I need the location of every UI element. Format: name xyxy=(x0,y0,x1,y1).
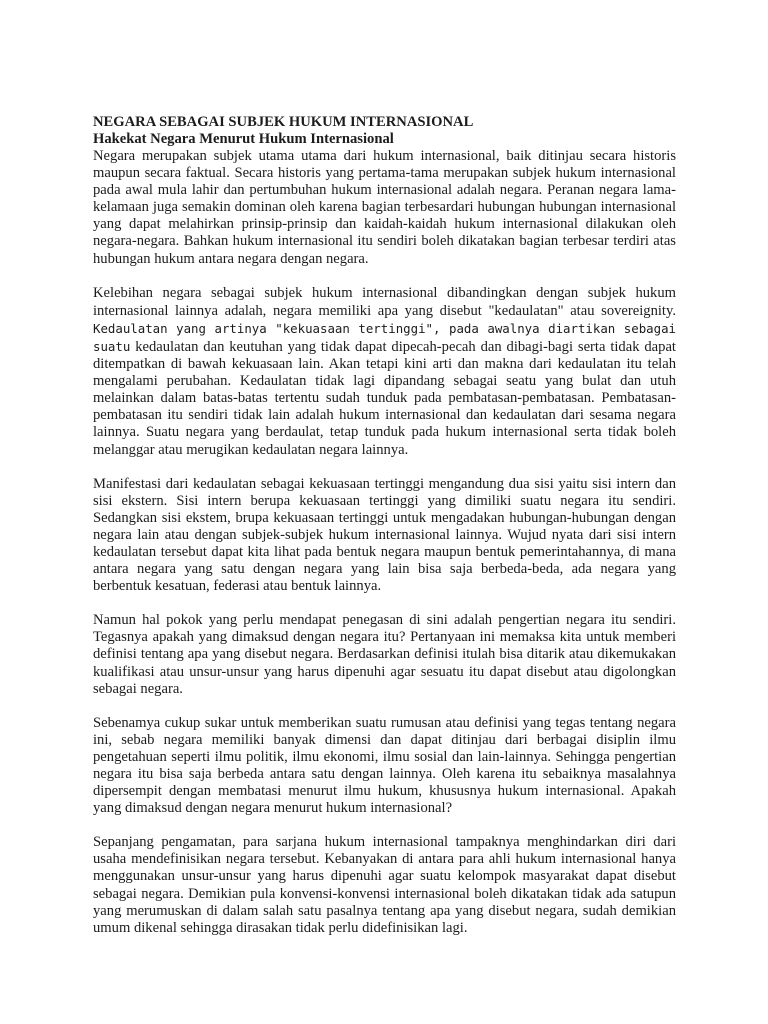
document-title: NEGARA SEBAGAI SUBJEK HUKUM INTERNASIONAL xyxy=(93,114,474,130)
paragraph-2-part2: Kedaulatan yang artinya "kekuasaan tertinggi", pada awalnya diartikan sebagai suatu xyxy=(93,320,676,354)
paragraph-1: Negara merupakan subjek utama utama dari hukum internasional, baik ditinjau secara historis maupun secara faktual. Secara historis yang pertama-tama merupakan subjek hukum internasional pada awal mula lahir dan pertumbuhan hukum internasional adalah negara. Peranan negara lama-kelamaan juga semakin dominan oleh karena bagian terbesardari hubungan hubungan internasional yang dapat melahirkan prinsip-prinsip dan kaidah-kaidah hukum internasional dilakukan oleh negara-negara. Bahkan hukum internasional itu sendiri boleh dikatakan bagian terbesar terdiri atas hubungan hukum antara negara dengan negara. xyxy=(93,148,676,267)
paragraph-4: Namun hal pokok yang perlu mendapat penegasan di sini adalah pengertian negara itu sendiri. Tegasnya apakah yang dimaksud dengan negara itu? Pertanyaan ini memaksa kita untuk memberi definisi tentang apa yang disebut negara. Berdasarkan definisi itulah bisa ditarik atau dikemukakan kualifikasi atau unsur-unsur yang harus dipenuhi agar sesuatu itu dapat disebut atau digolongkan sebagai negara. xyxy=(93,612,676,697)
paragraph-5: Sebenamya cukup sukar untuk memberikan suatu rumusan atau definisi yang tegas tentang negara ini, sebab negara memiliki banyak dimensi dan dapat ditinjau dari berbagai disiplin ilmu pengetahuan seperti ilmu politik, ilmu ekonomi, ilmu sosial dan lain-lainnya. Sehingga pengertian negara itu bisa saja berbeda antara satu dengan lainnya. Oleh karena itu sebaiknya masalahnya dipersempit dengan membatasi menurut ilmu hukum, khususnya hukum internasional. Apakah yang dimaksud dengan negara menurut hukum internasional? xyxy=(93,714,676,817)
paragraph-2-part1: Kelebihan negara sebagai subjek hukum internasional dibandingkan dengan subjek hukum internasional lainnya adalah, negara memiliki apa yang disebut "kedaulatan" atau sovereignity. xyxy=(93,284,676,319)
paragraph-3: Manifestasi dari kedaulatan sebagai kekuasaan tertinggi mengandung dua sisi yaitu sisi intern dan sisi ekstern. Sisi intern berupa kekuasaan tertinggi yang dimiliki suatu negara itu sendiri. Sedangkan sisi ekstem, brupa kekuasaan tertinggi untuk mengadakan hubungan-hubungan dengan negara lain atau dengan subjek-subjek hukum internasional lainnya. Wujud nyata dari sisi intern kedaulatan tersebut dapat kita lihat pada bentuk negara maupun bentuk pemerintahannya, di mana antara negara yang satu dengan negara yang lain bisa saja berbeda-beda, ada negara yang berbentuk kesatuan, federasi atau bentuk lainnya. xyxy=(93,475,676,595)
document-subtitle: Hakekat Negara Menurut Hukum Internasional xyxy=(93,131,394,147)
paragraph-6: Sepanjang pengamatan, para sarjana hukum internasional tampaknya menghindarkan diri dari usaha mendefinisikan negara tersebut. Kebanyakan di antara para ahli hukum internasional hanya menggunakan unsur-unsur yang harus dipenuhi agar suatu kelompok masyarakat dapat disebut sebagai negara. Demikian pula konvensi-konvensi internasional boleh dikatakan tidak ada satupun yang merumuskan di dalam salah satu pasalnya tentang apa yang disebut negara, sudah demikian umum dikenal sehingga dirasakan tidak perlu didefinisikan lagi. xyxy=(93,834,676,936)
paragraph-2-part3: kedaulatan dan keutuhan yang tidak dapat dipecah-pecah dan dibagi-bagi serta tidak dapat ditempatkan di bawah kekuasaan lain. Akan tetapi kini arti dan makna dari kedaulatan itu telah mengalami perubahan. Kedaulatan tidak lagi dipandang sebagai seatu yang bulat dan utuh melainkan dalam batas-batas tertentu sudah tunduk pada pembatasan-pembatasan. Pembatasan-pembatasan itu sendiri tidak lain adalah hukum internasional dan kedaulatan dari sesama negara lainnya. Suatu negara yang berdaulat, tetap tunduk pada hukum internasional serta tidak boleh melanggar atau merugikan kedaulatan negara lainnya. xyxy=(93,338,676,458)
document-page xyxy=(93,114,676,954)
paragraph-2 xyxy=(93,285,676,459)
